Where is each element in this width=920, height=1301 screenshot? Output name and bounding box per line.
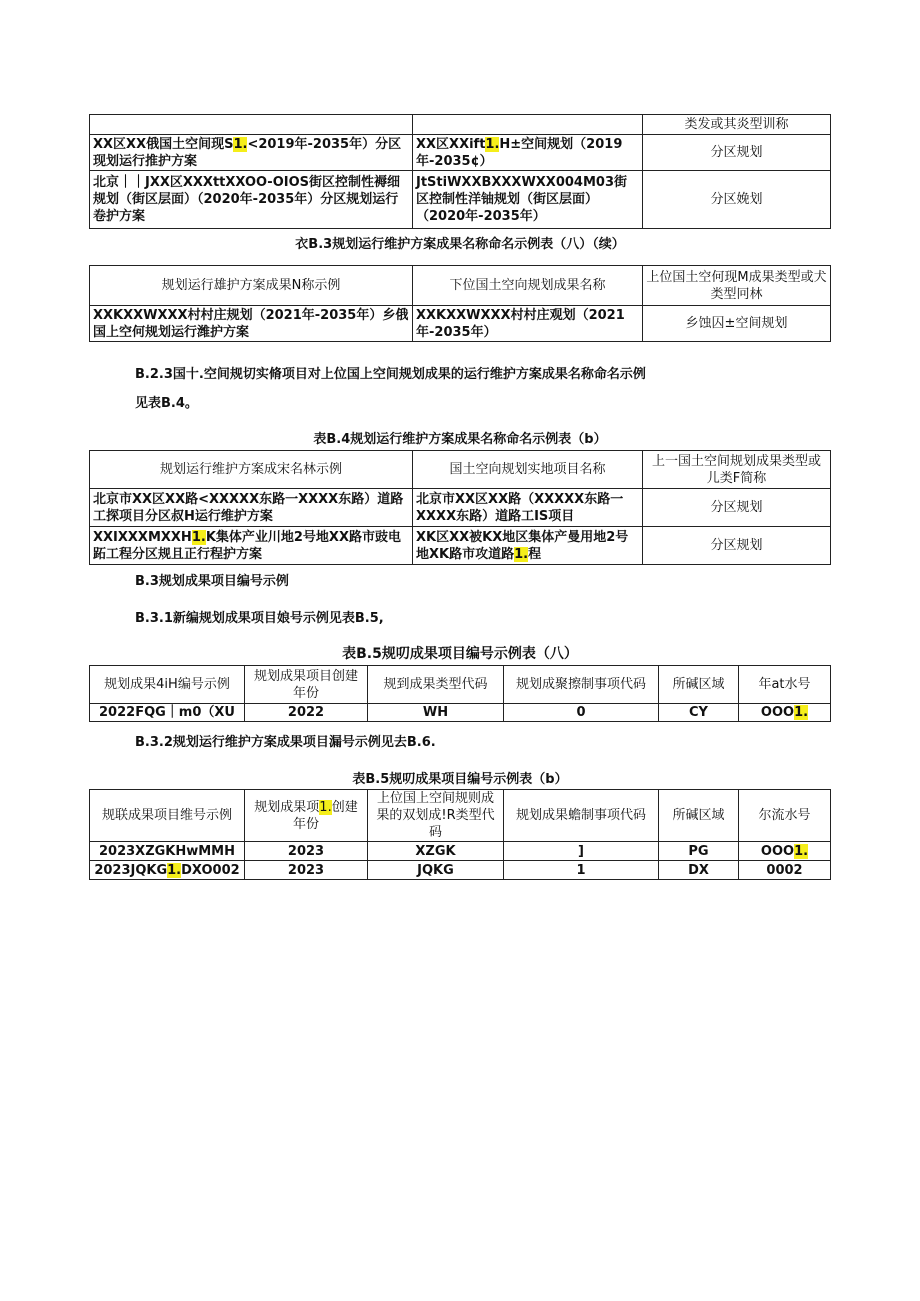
table-cell: CY: [659, 704, 739, 722]
table-b5b: [89, 789, 831, 880]
paragraph: 见表B.4。: [135, 396, 198, 411]
table-caption: 表B.4规划运行维护方案成果名称命名示例表（b）: [313, 432, 607, 447]
table-cell: OOO1.: [739, 704, 831, 722]
table-cell: 0002: [739, 861, 831, 880]
table-cell: XXKXXWXXX村村庄观划（2021年-2035年）: [413, 306, 643, 342]
table-header-cell: 规划成果4iH编号示例: [90, 666, 245, 704]
table-b5a: [89, 665, 831, 722]
cell-text: K集体产业川地2号地XX路市豉电跖工程分区规且正行程护方案: [93, 529, 401, 562]
table-b3-cont: [89, 265, 831, 342]
table-cell: PG: [659, 842, 739, 861]
table-header-cell: 规划成果项1.创建年份: [245, 790, 368, 842]
table-cell: DX: [659, 861, 739, 880]
table-header-cell: 所碱区域: [659, 790, 739, 842]
table-cell: 2023: [245, 861, 368, 880]
table-cell: 2023JQKG1.DXO002: [90, 861, 245, 880]
table-cell: 分区娩划: [643, 171, 831, 229]
table-cell: 乡蚀囚±空间规划: [643, 306, 831, 342]
table-cell: 分区规划: [643, 489, 831, 527]
table-cell: 2023XZGKHwMMH: [90, 842, 245, 861]
table-cell: 分区规划: [643, 527, 831, 565]
table-cell: [90, 115, 413, 135]
table-caption: 表B.5规叨成果项目编号示例表（b）: [352, 772, 568, 787]
table-header-cell: 规划运行维护方案成宋名林示例: [90, 451, 413, 489]
table-header-cell: 规划成聚擦制事项代码: [504, 666, 659, 704]
table-header-cell: 国土空向规划实地项目名称: [413, 451, 643, 489]
table-cell: JtStiWXXBXXXWXX004M03街区控制性洋铀规划（街区层面）（2020年-2035年）: [413, 171, 643, 229]
table-cell: 北京｜｜JXX区XXXttXXOO-OIOS街区控制性褥细规划（街区层面）（2020年-2035年）分区规划运行卷护方案: [90, 171, 413, 229]
table-header-cell: 类发或其炎型训称: [643, 115, 831, 135]
table-cell: 分区规划: [643, 135, 831, 171]
table-cell: 北京市XX区XX路（XXXXX东路一XXXX东路）道路工IS项目: [413, 489, 643, 527]
table-cell: XX区XX俄国土空间现S1.<2019年-2035年）分区现划运行推护方案: [90, 135, 413, 171]
highlight: 1.: [319, 799, 332, 815]
section-heading: B.3规划成果项目编号示例: [135, 574, 289, 589]
table-caption: 表B.5规叨成果项目编号示例表（八）: [342, 646, 578, 662]
highlight: 1.: [794, 705, 809, 720]
table-cell: ]: [504, 842, 659, 861]
table-cell: 1: [504, 861, 659, 880]
table-header-cell: 年at水号: [739, 666, 831, 704]
table-header-cell: 上位国上空间规则成果的双划成!R类型代码: [368, 790, 504, 842]
table-header-cell: 规划成果蟾制事项代码: [504, 790, 659, 842]
table-caption: 衣B.3规划运行维护方案成果名称命名示例表（八）（续）: [295, 237, 625, 252]
table-cell: 2022FQG｜m0（XU: [90, 704, 245, 722]
table-cell: XX区XXift1.H±空间规划（2019年-2035¢）: [413, 135, 643, 171]
table-b4: [89, 450, 831, 565]
table-cell: XXKXXWXXX村村庄规划（2021年-2035年）乡俄国上空何规划运行潍护方案: [90, 306, 413, 342]
highlight: 1.: [167, 862, 182, 878]
table-header-cell: 尔流水号: [739, 790, 831, 842]
highlight: 1.: [514, 546, 529, 562]
table-cell: [413, 115, 643, 135]
table-cell: JQKG: [368, 861, 504, 880]
highlight: 1.: [191, 529, 206, 545]
table-header-cell: 规联成果项目维号示例: [90, 790, 245, 842]
table-header-cell: 规到成果类型代码: [368, 666, 504, 704]
table-header-cell: 上位国土空何现M成果类型或犬类型冋林: [643, 266, 831, 306]
table-cell: 北京市XX区XX路<XXXXX东路一XXXX东路）道路工探项目分区叔H运行维护方案: [90, 489, 413, 527]
table-b3-top: [89, 114, 831, 229]
table-header-cell: 规划成果项目创建年份: [245, 666, 368, 704]
highlight: 1.: [233, 136, 248, 152]
table-cell: OOO1.: [739, 842, 831, 861]
paragraph: B.3.2规划运行维护方案成果项目漏号示例见去B.6.: [135, 735, 436, 750]
table-cell: XZGK: [368, 842, 504, 861]
table-cell: WH: [368, 704, 504, 722]
paragraph: B.2.3国十.空间规切实脩项目对上位国上空间规划成果的运行维护方案成果名称命名示例: [135, 367, 646, 382]
table-header-cell: 上一国土空间规划成果类型或儿类F简称: [643, 451, 831, 489]
table-cell: 2023: [245, 842, 368, 861]
highlight: 1.: [794, 843, 809, 859]
highlight: 1.: [485, 136, 500, 152]
cell-text: XK区XX被KX地区集体产曼用地2号地XK路市攻道路: [416, 529, 629, 562]
table-header-cell: 下位国土空向规划成果名称: [413, 266, 643, 306]
table-header-cell: 规划运行雄护方案成果N称示例: [90, 266, 413, 306]
table-cell: 2022: [245, 704, 368, 722]
cell-text: 程: [528, 546, 542, 562]
table-cell: 0: [504, 704, 659, 722]
table-cell: [90, 527, 413, 565]
paragraph: B.3.1新编规划成果项目娘号示例见表B.5,: [135, 611, 384, 626]
table-cell: [413, 527, 643, 565]
table-header-cell: 所碱区域: [659, 666, 739, 704]
cell-text: XXIXXXMXXH: [93, 529, 192, 545]
